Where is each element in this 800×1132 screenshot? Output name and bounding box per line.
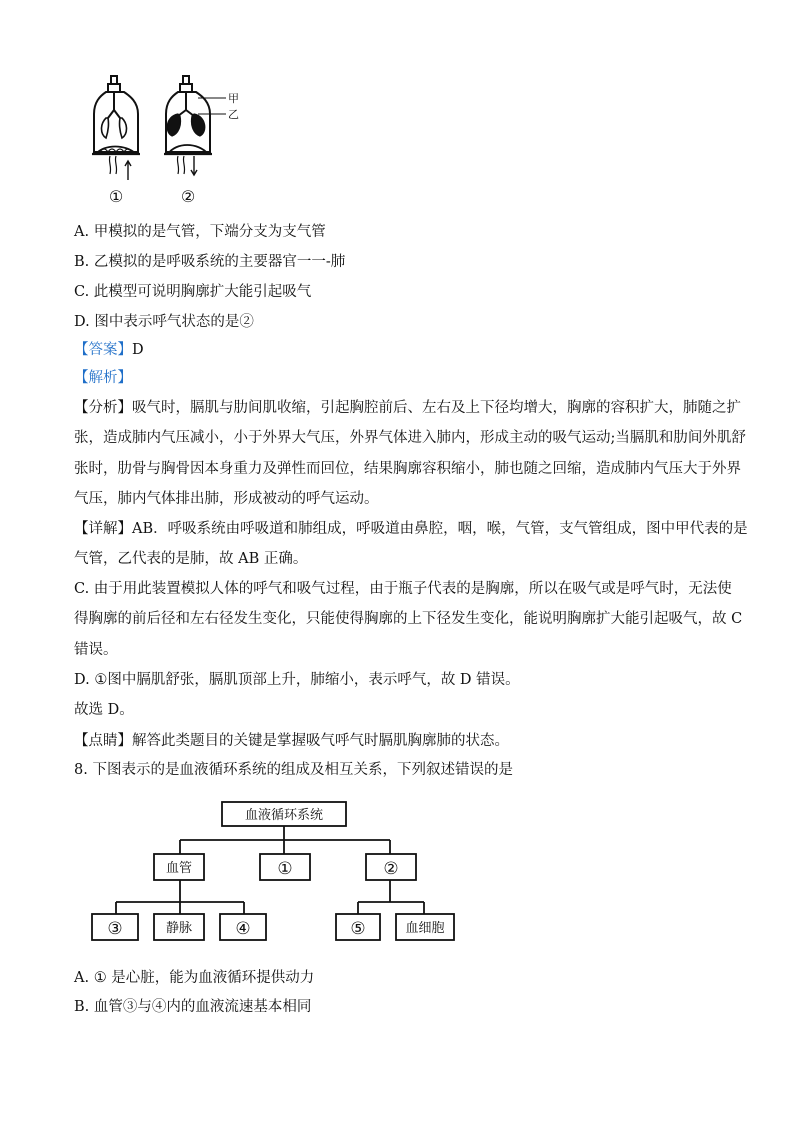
node-vein: 静脉 <box>165 921 193 936</box>
node-blood-cell: 血细胞 <box>405 921 445 936</box>
caption-1: ① <box>108 187 124 206</box>
q8-option-b: B. 血管③与④内的血液流速基本相同 <box>74 999 312 1015</box>
q7-option-d: D. 图中表示呼气状态的是② <box>74 314 254 330</box>
fenxi-line-4: 气压，肺内气体排出肺，形成被动的呼气运动。 <box>74 491 379 507</box>
xiangjie-line-1 <box>74 519 748 539</box>
node-4: ④ <box>235 919 251 939</box>
fenxi-line-3: 张时，肋骨与胸骨因本身重力及弹性而回位，结果胸廓容积缩小，肺也随之回缩，造成肺内气压大于外界 <box>74 461 741 477</box>
c-explain-line-2: 得胸廓的前后径和左右径发生变化，只能使得胸廓的上下径发生变化，能说明胸廓扩大能引起吸气，故 C <box>74 611 743 627</box>
xiangjie-line-2: 气管，乙代表的是肺，故 AB 正确。 <box>74 551 308 567</box>
circulation-system-tree <box>88 796 464 946</box>
xiangjie-text-1: AB．呼吸系统由呼吸道和肺组成，呼吸道由鼻腔，咽，喉，气管，支气管组成，图中甲代表的是 <box>132 521 748 537</box>
dianjing-line <box>74 731 734 751</box>
node-vessel: 血管 <box>165 861 193 876</box>
fenxi-text-1: 吸气时，膈肌与肋间肌收缩，引起胸腔前后、左右及上下径均增大，胸廓的容积扩大，肺随之扩 <box>132 400 741 416</box>
c-explain-line-1: C. 由于用此装置模拟人体的呼气和吸气过程，由于瓶子代表的是胸廓，所以在吸气或是呼气时，无法使 <box>74 581 732 597</box>
node-5: ⑤ <box>350 919 366 939</box>
node-root: 血液循环系统 <box>244 808 324 823</box>
bell-jar-2 <box>164 76 226 175</box>
answer-tag: 【答案】 <box>74 342 132 358</box>
fenxi-line-2: 张，造成肺内气压减小，小于外界大气压，外界气体进入肺内，形成主动的吸气运动;当膈肌和肋间外肌舒 <box>74 430 746 446</box>
q8-option-a: A. ① 是心脏，能为血液循环提供动力 <box>74 970 315 986</box>
node-2: ② <box>383 859 399 879</box>
q7-option-b: B. 乙模拟的是呼吸系统的主要器官一一-肺 <box>74 254 346 270</box>
c-explain-line-3: 错误。 <box>74 642 118 658</box>
caption-2: ② <box>180 187 196 206</box>
xiangjie-tag: 【详解】 <box>74 521 132 537</box>
q8-stem: 8. 下图表示的是血液循环系统的组成及相互关系，下列叙述错误的是 <box>74 762 513 778</box>
answer-value: D <box>132 342 144 358</box>
q7-option-c: C. 此模型可说明胸廓扩大能引起吸气 <box>74 284 312 300</box>
node-3: ③ <box>107 919 123 939</box>
fenxi-tag: 【分析】 <box>74 400 132 416</box>
bell-jar-1 <box>92 76 140 180</box>
d-explain-line: D. ①图中膈肌舒张，膈肌顶部上升，肺缩小，表示呼气，故 D 错误。 <box>74 672 520 688</box>
answer-line <box>74 340 734 360</box>
conclusion-line: 故选 D。 <box>74 702 134 718</box>
dianjing-tag: 【点睛】 <box>74 733 132 749</box>
analysis-tag: 【解析】 <box>74 370 132 386</box>
label-yi: 乙 <box>228 108 239 121</box>
dianjing-text: 解答此类题目的关键是掌握吸气呼气时膈肌胸廓肺的状态。 <box>132 733 509 749</box>
label-jia: 甲 <box>228 92 239 105</box>
node-1: ① <box>277 859 293 879</box>
analysis-line <box>74 368 734 388</box>
fenxi-line-1 <box>74 398 741 418</box>
bell-jar-model-figure <box>86 70 256 210</box>
q7-option-a: A. 甲模拟的是气管，下端分支为支气管 <box>74 224 326 240</box>
